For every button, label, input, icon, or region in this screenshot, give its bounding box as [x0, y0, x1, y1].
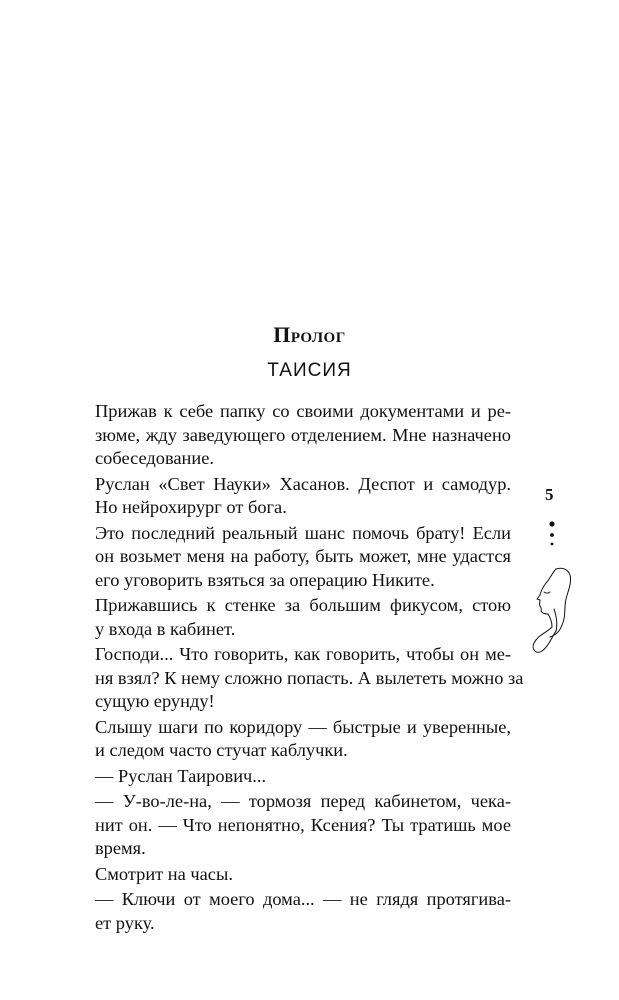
- paragraph: [95, 716, 511, 763]
- text-line: и следом часто стучат каблучки.: [95, 740, 348, 760]
- paragraph: [95, 863, 511, 887]
- chapter-title: Пролог: [273, 322, 346, 347]
- text-line: — Руслан Таирович...: [95, 765, 267, 786]
- text-line: Руслан «Свет Науки» Хасанов. Деспот и самодур.: [95, 473, 511, 494]
- text-line: зюме, жду заведующего отделением. Мне назначено: [95, 424, 511, 445]
- paragraph: [95, 400, 511, 471]
- paragraph: [95, 594, 511, 641]
- text-line: Но нейрохирург от бога.: [95, 497, 287, 517]
- text-line: Господи... Что говорить, как говорить, чтобы он ме-: [95, 644, 511, 664]
- paragraph: [95, 473, 511, 520]
- text-line: Слышу шаги по коридору — быстрые и уверенные,: [95, 716, 511, 737]
- paragraph: [95, 643, 524, 714]
- text-line: — Ключи от моего дома... — не глядя протягива-: [95, 889, 511, 909]
- paragraph: [95, 522, 511, 593]
- text-line: Прижавшись к стенке за большим фикусом, стою: [95, 595, 511, 615]
- paragraph: [95, 888, 511, 935]
- page-number: 5: [545, 485, 554, 504]
- text-line: Это последний реальный шанс помочь брату! Если: [95, 522, 511, 543]
- text-line: сущую ерунду!: [95, 691, 215, 711]
- text-line: Прижав к себе папку со своими документами и ре-: [95, 401, 511, 421]
- paragraph: [95, 765, 511, 789]
- text-line: — У-во-ле-на, — тормозя перед кабинетом, чека-: [95, 791, 511, 811]
- text-line: у входа в кабинет.: [95, 618, 236, 639]
- text-line: собеседование.: [95, 448, 215, 468]
- three-dots-ornament-icon: [546, 520, 558, 553]
- text-line: Смотрит на часы.: [95, 863, 233, 884]
- text-line: ет руку.: [95, 912, 155, 933]
- text-line: его уговорить взяться за операцию Никите.: [95, 569, 435, 590]
- body-text: [95, 400, 524, 935]
- chapter-subtitle: ТАИСИЯ: [267, 360, 352, 381]
- paragraph: [95, 790, 511, 861]
- text-line: нит он. — Что непонятно, Ксения? Ты тратишь мое: [95, 814, 511, 835]
- text-line: он возьмет меня на работу, быть может, мне удастся: [95, 546, 511, 566]
- face-profile-line-drawing-icon: [526, 565, 576, 662]
- text-line: ня взял? К нему сложно попасть. А вылететь можно за: [95, 667, 524, 688]
- text-line: время.: [95, 838, 146, 858]
